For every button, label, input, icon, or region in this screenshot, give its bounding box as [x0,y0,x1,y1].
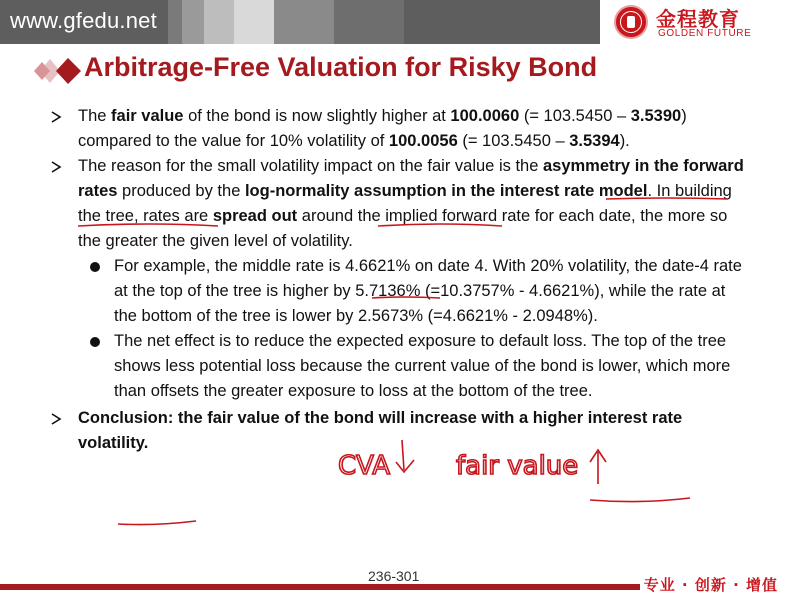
arrow-bullet-icon [50,161,62,173]
logo [600,0,800,44]
logo-english-name: GOLDEN FUTURE [658,28,752,39]
header-stripes [168,0,404,44]
page-number: 236-301 [368,568,420,584]
slide-content [50,104,750,456]
logo-chinese-name: 金程教育 [656,7,740,31]
dot-bullet-icon [90,337,100,347]
site-url: www.gfedu.net [10,8,157,33]
sub-bullet-net-effect: The net effect is to reduce the expected exposure to default loss. The top of the tree shows less potential loss because the current value of the bond is lower, which more than offsets the greater exposure to loss at the bottom of the tree. [50,329,750,404]
logo-seal-icon [614,5,648,39]
bullet-fair-value: The fair value of the bond is now slightly higher at 100.0060 (= 103.5450 – 3.5390) compared to the value for 10% volatility of 100.0056 (= 103.5450 – 3.5394). [50,104,750,154]
footer-bar [0,584,640,590]
footer-slogan: 专业 · 创新 · 增值 [643,576,778,594]
arrow-bullet-icon [50,413,62,425]
sub-bullet-example: For example, the middle rate is 4.6621% on date 4. With 20% volatility, the date-4 rate at the top of the tree is higher by 5.7136% (=10.3757% - 4.6621%), while the rate at the bottom of the tree is lower by 2.5673% (=4.6621% - 2.0948%). [50,254,750,329]
header-banner [0,0,800,44]
bullet-volatility-reason: The reason for the small volatility impact on the fair value is the asymmetry in the forward rates produced by the log-normality assumption in the interest rate model. In building the tree, rates are spread out around the implied forward rate for each date, the more so the greater the given level of volatility. [50,154,750,254]
annotation-cva: CVA [338,451,391,481]
annotation-fair-value: fair value [456,451,579,481]
arrow-bullet-icon [50,111,62,123]
title-diamond-icon [24,55,84,87]
dot-bullet-icon [90,262,100,272]
bullet-conclusion: Conclusion: the fair value of the bond will increase with a higher interest rate volatility. [50,406,750,456]
slide-title: Arbitrage-Free Valuation for Risky Bond [84,52,598,82]
